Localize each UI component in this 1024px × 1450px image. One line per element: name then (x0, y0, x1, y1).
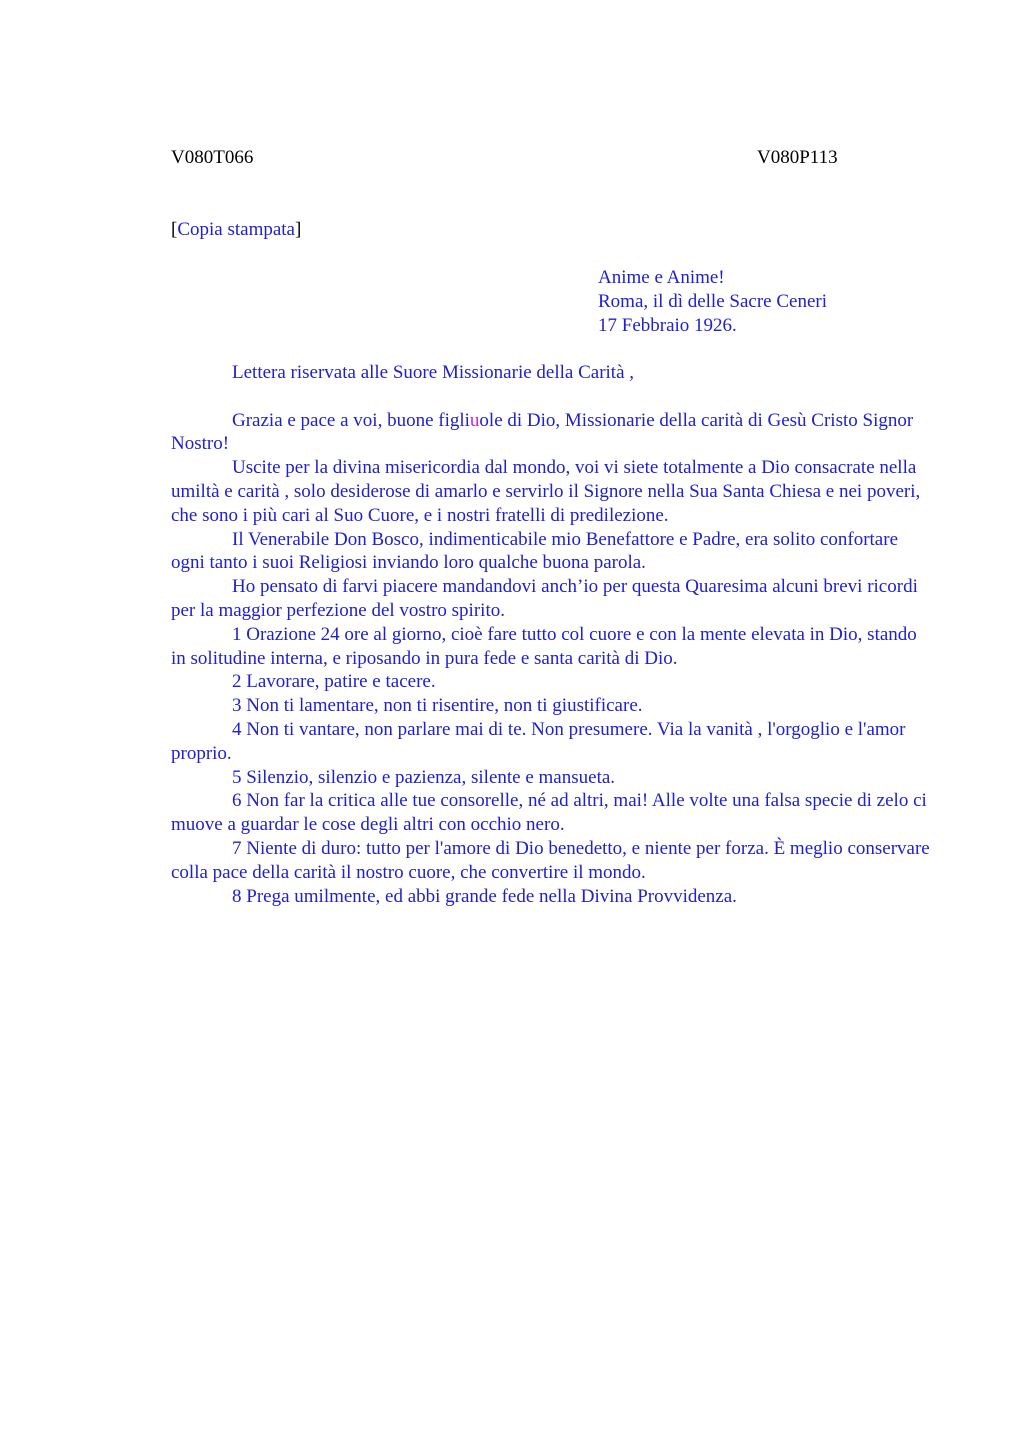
copy-note (171, 218, 301, 242)
list-item: 7 Niente di duro: tutto per l'amore di Dio benedetto, e niente per forza. È meglio conservare colla pace della carità il nostro cuore, che convertire il mondo. (171, 837, 930, 883)
greeting-highlight: u (469, 409, 480, 431)
note-close-bracket: ] (295, 219, 302, 240)
letter-paragraph: Il Venerabile Don Bosco, indimenticabile mio Benefattore e Padre, era solito confortare ogni tanto i suoi Religiosi inviando loro qualche buona parola. (171, 528, 899, 574)
document-code-left: V080T066 (171, 147, 254, 168)
date-line-3: 17 Febbraio 1926. (598, 314, 737, 336)
greeting-part-2: ole di Dio, Missionarie della carità di Gesù Cristo Signor Nostro! (171, 409, 914, 455)
list-item: 3 Non ti lamentare, non ti risentire, non ti giustificare. (232, 695, 643, 717)
list-item: 4 Non ti vantare, non parlare mai di te. Non presumere. Via la vanità , l'orgoglio e l'amor proprio. (171, 718, 906, 764)
list-item: 8 Prega umilmente, ed abbi grande fede nella Divina Provvidenza. (232, 885, 737, 907)
list-item: 6 Non far la critica alle tue consorelle, né ad altri, mai! Alle volte una falsa specie di zelo ci muove a guardar le cose degli altri con occhio nero. (171, 790, 927, 836)
date-block (598, 266, 827, 337)
letter-paragraph: Ho pensato di farvi piacere mandandovi anch’io per questa Quaresima alcuni brevi ricordi per la maggior perfezione del vostro spirito. (171, 576, 918, 621)
greeting-part-1: Grazia e pace a voi, buone figli (232, 409, 470, 431)
date-line-1: Anime e Anime! (598, 267, 725, 288)
note-text: Copia stampata (177, 219, 295, 240)
letter-body (171, 361, 931, 908)
list-item: 1 Orazione 24 ore al giorno, cioè fare tutto col cuore e con la mente elevata in Dio, stando in solitudine interna, e riposando in pura fede e santa carità di Dio. (171, 623, 917, 669)
date-line-2: Roma, il dì delle Sacre Ceneri (598, 290, 827, 312)
note-open-bracket: [ (171, 219, 178, 240)
letter-title: Lettera riservata alle Suore Missionarie della Carità , (232, 362, 635, 383)
letter-paragraph: Uscite per la divina misericordia dal mondo, voi vi siete totalmente a Dio consacrate nella umiltà e carità , solo desiderose di amarlo e servirlo il Signore nella Sua Santa Chiesa e nei poveri, che sono i più cari al Suo Cuore, e i nostri fratelli di predilezione. (171, 457, 921, 526)
document-code-right: V080P113 (757, 147, 838, 168)
list-item: 2 Lavorare, patire e tacere. (232, 671, 436, 693)
list-item: 5 Silenzio, silenzio e pazienza, silente e mansueta. (232, 766, 616, 788)
letter-greeting (171, 409, 931, 457)
